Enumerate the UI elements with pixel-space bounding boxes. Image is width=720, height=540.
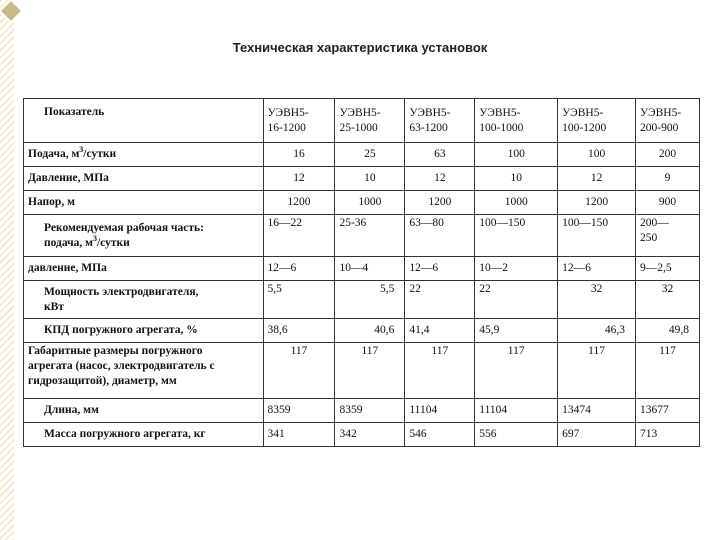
table-cell: 117 — [405, 343, 475, 399]
top-bar — [0, 0, 720, 20]
header-model: УЭВН5- 16-1200 — [263, 99, 335, 143]
table-cell: 9—2,5 — [636, 257, 700, 281]
spec-table — [23, 98, 700, 447]
header-row — [24, 99, 700, 143]
header-model: УЭВН5- 200-900 — [636, 99, 700, 143]
table-cell: 32 — [636, 281, 700, 319]
row-label: Напор, м — [24, 191, 264, 215]
table-cell: 38,6 — [263, 319, 335, 343]
table-row — [24, 143, 700, 167]
table-cell: 12—6 — [405, 257, 475, 281]
table-cell: 100—150 — [558, 215, 636, 257]
table-cell: 12—6 — [263, 257, 335, 281]
table-row — [24, 215, 700, 257]
table-cell: 5,5 — [335, 281, 405, 319]
table-cell: 22 — [475, 281, 558, 319]
table-cell: 1000 — [475, 191, 558, 215]
table-cell: 12 — [405, 167, 475, 191]
row-label: Масса погружного агрегата, кг — [24, 423, 264, 447]
table-cell: 5,5 — [263, 281, 335, 319]
page-title: Техническая характеристика установок — [232, 40, 488, 55]
table-row — [24, 281, 700, 319]
header-model: УЭВН5- 25-1000 — [335, 99, 405, 143]
table-cell: 46,3 — [558, 319, 636, 343]
table-cell: 40,6 — [335, 319, 405, 343]
table-cell: 11104 — [475, 399, 558, 423]
table-cell: 8359 — [263, 399, 335, 423]
table-cell: 32 — [558, 281, 636, 319]
table-cell: 117 — [335, 343, 405, 399]
row-label: Рекомендуемая рабочая часть: подача, $м^3$/сутки — [24, 215, 264, 257]
table-cell: 200 — [636, 143, 700, 167]
table-cell: 1200 — [405, 191, 475, 215]
table-cell: 1200 — [558, 191, 636, 215]
table-cell: 117 — [636, 343, 700, 399]
table-cell: 200— 250 — [636, 215, 700, 257]
table-cell: 546 — [405, 423, 475, 447]
row-label: Длина, мм — [24, 399, 264, 423]
header-model: УЭВН5- 100-1000 — [475, 99, 558, 143]
table-cell: 117 — [475, 343, 558, 399]
table-cell: 12 — [263, 167, 335, 191]
table-row — [24, 343, 700, 399]
row-label: давление, МПа — [24, 257, 264, 281]
table-row — [24, 319, 700, 343]
table-row — [24, 167, 700, 191]
table-cell: 9 — [636, 167, 700, 191]
table-cell: 10—2 — [475, 257, 558, 281]
table-cell: 16 — [263, 143, 335, 167]
table-cell: 41,4 — [405, 319, 475, 343]
table-cell: 697 — [558, 423, 636, 447]
table-cell: 16—22 — [263, 215, 335, 257]
table-cell: 341 — [263, 423, 335, 447]
table-cell: 10—4 — [335, 257, 405, 281]
table-cell: 900 — [636, 191, 700, 215]
table-cell: 12—6 — [558, 257, 636, 281]
table-cell: 342 — [335, 423, 405, 447]
table-cell: 100 — [475, 143, 558, 167]
table-cell: 45,9 — [475, 319, 558, 343]
row-label: Габаритные размеры погружного агрегата (насос, электродвигатель с гидрозащитой), диаметр, мм — [24, 343, 264, 399]
table-cell: 13677 — [636, 399, 700, 423]
table-row — [24, 257, 700, 281]
table-cell: 63—80 — [405, 215, 475, 257]
table-row — [24, 399, 700, 423]
row-label: Подача, $м^3$/сутки — [24, 143, 264, 167]
table-cell: 117 — [558, 343, 636, 399]
row-label: КПД погружного агрегата, % — [24, 319, 264, 343]
table-row — [24, 423, 700, 447]
table-cell: 12 — [558, 167, 636, 191]
table-row — [24, 191, 700, 215]
table-cell: 10 — [475, 167, 558, 191]
header-model: УЭВН5- 100-1200 — [558, 99, 636, 143]
table-cell: 10 — [335, 167, 405, 191]
row-label: Мощность электродвигателя, кВт — [24, 281, 264, 319]
table-cell: 22 — [405, 281, 475, 319]
table-cell: 13474 — [558, 399, 636, 423]
header-model: УЭВН5- 63-1200 — [405, 99, 475, 143]
decorative-stripe — [0, 0, 14, 540]
table-cell: 25-36 — [335, 215, 405, 257]
table-cell: 25 — [335, 143, 405, 167]
table-cell: 100 — [558, 143, 636, 167]
header-indicator: Показатель — [24, 99, 264, 143]
table-cell: 8359 — [335, 399, 405, 423]
table-cell: 1000 — [335, 191, 405, 215]
table-cell: 713 — [636, 423, 700, 447]
table-cell: 556 — [475, 423, 558, 447]
table-cell: 49,8 — [636, 319, 700, 343]
table-cell: 63 — [405, 143, 475, 167]
table-cell: 11104 — [405, 399, 475, 423]
row-label: Давление, МПа — [24, 167, 264, 191]
table-cell: 117 — [263, 343, 335, 399]
table-cell: 100—150 — [475, 215, 558, 257]
table-cell: 1200 — [263, 191, 335, 215]
